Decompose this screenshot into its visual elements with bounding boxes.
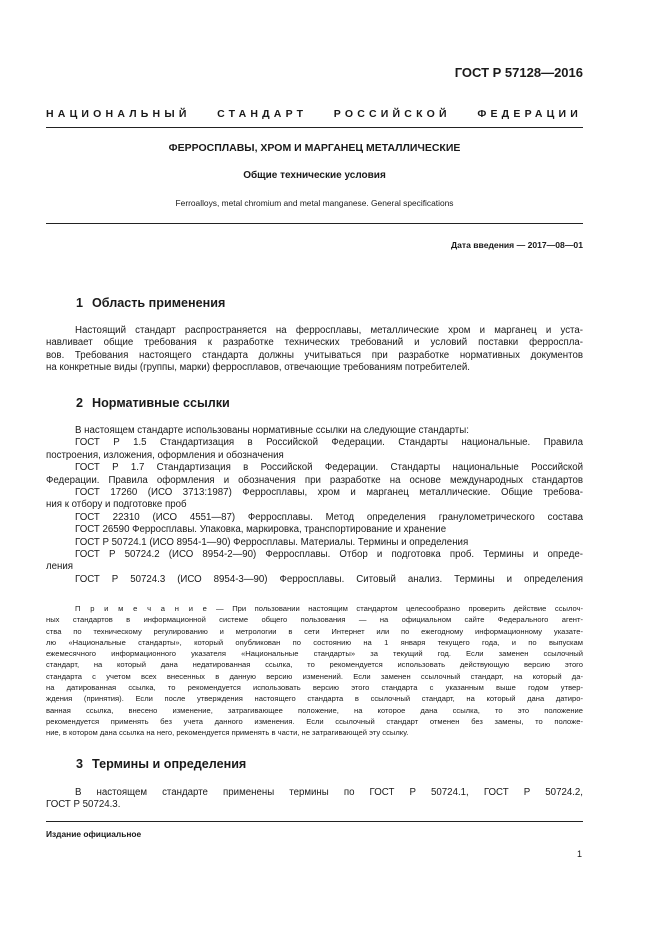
section-1-line: вов. Требования настоящего стандарта должны учитываться при разработке нормативных документов (46, 349, 583, 361)
note-line: ние, в котором дана ссылка на него, рекомендуется применять в части, не затрагивающей эту ссылку. (46, 728, 409, 738)
reference-line: ГОСТ Р 50724.3 (ИСО 8954-3—90) Ферросплавы. Ситовый анализ. Термины и определения (75, 573, 583, 585)
note-line: ежемесячного информационного указателя «Национальные стандарты» за текущий год. Если заменен ссылочный (46, 649, 583, 659)
section-2-number: 2 (76, 396, 84, 410)
reference-line: построения, изложения, оформления и обозначения (46, 449, 284, 461)
section-3-heading (76, 757, 246, 771)
note-line (46, 603, 583, 614)
section-2-heading (76, 396, 230, 410)
note-line: ства по техническому регулированию и метрологии в сети Интернет или по ежегодному информационному указате- (46, 626, 583, 636)
note-line: стандарт, на который дана недатированная ссылка, то рекомендуется использовать действующую версию этого (46, 660, 583, 670)
note-line: стандарта с учетом всех внесенных в данную версию изменений. Если заменен ссылочный стандарт, на который да- (46, 671, 583, 681)
section-2-note (46, 603, 583, 739)
section-1-line: на конкретные виды (группы, марки) ферросплавов, отвечающие требованиям потребителей. (46, 362, 470, 374)
section-1-heading (76, 296, 225, 310)
section-3-line: В настоящем стандарте применены термины по ГОСТ Р 50724.1, ГОСТ Р 50724.2, (75, 787, 583, 798)
reference-line: Федерации. Правила оформления и обозначения при разработке на основе международных стандартов (46, 474, 583, 486)
reference-line: ГОСТ 17260 (ИСО 3713:1987) Ферросплавы, хром и марганец металлические. Общие требова- (75, 487, 583, 499)
section-2-title: Нормативные ссылки (92, 396, 230, 410)
reference-line: ГОСТ Р 50724.1 (ИСО 8954-1—90) Ферросплавы. Материалы. Термины и определения (75, 536, 469, 548)
reference-line: ния к отбору и подготовке проб (46, 499, 187, 511)
national-standard-heading: НАЦИОНАЛЬНЫЙ СТАНДАРТ РОССИЙСКОЙ ФЕДЕРАЦИИ (46, 108, 582, 120)
note-line: ванная ссылка, внесено изменение, затрагивающее положение, на которое дана ссылка, то это положение (46, 705, 583, 715)
section-3-title: Термины и определения (92, 757, 247, 771)
reference-line: ГОСТ Р 50724.2 (ИСО 8954-2—90) Ферросплавы. Отбор и подготовка проб. Термины и опреде- (75, 549, 583, 561)
section-1-body (46, 325, 583, 375)
reference-line: ГОСТ Р 1.7 Стандартизация в Российской Федерации. Стандарты национальные Российской (75, 462, 583, 474)
section-1-line: навливает общие требования к разработке технических требований и условий поставки ферроспла- (46, 337, 583, 349)
note-line: рекомендуется применять без учета данного изменения. Если ссылочный стандарт отменен без замены, то положе- (46, 716, 583, 726)
section-1-title: Область применения (92, 296, 226, 310)
reference-line: ления (46, 561, 74, 573)
note-line: ждения (принятия). Если после утверждения настоящего стандарта в ссылочный стандарт, на который дана датиро- (46, 694, 583, 704)
document-subtitle: Общие технические условия (243, 170, 386, 181)
effective-date: Дата введения — 2017—08—01 (450, 240, 583, 250)
reference-line: ГОСТ 26590 Ферросплавы. Упаковка, маркировка, транспортирование и хранение (75, 524, 447, 536)
footer-rule (46, 821, 583, 822)
document-title: ФЕРРОСПЛАВЫ, ХРОМ И МАРГАНЕЦ МЕТАЛЛИЧЕСКИЕ (168, 142, 461, 154)
note-line: лю «Национальные стандарты», который опубликован по состоянию на 1 января текущего года, и по выпускам (46, 637, 583, 647)
references-intro: В настоящем стандарте использованы нормативные ссылки на следующие стандарты: (75, 425, 469, 436)
note-line: ных стандартов в информационной системе общего пользования — на официальном сайте Федерального агент- (46, 615, 583, 625)
section-3-line: ГОСТ Р 50724.3. (46, 799, 121, 811)
section-1-line: Настоящий стандарт распространяется на ферросплавы, металлические хром и марганец и уста- (75, 325, 583, 336)
document-number: ГОСТ Р 57128—2016 (454, 65, 583, 80)
section-3-body (46, 787, 583, 812)
note-label: П р и м е ч а н и е (75, 604, 208, 613)
title-rule (46, 223, 583, 224)
english-title: Ferroalloys, metal chromium and metal manganese. General specifications (175, 198, 454, 208)
section-1-number: 1 (76, 296, 84, 310)
page-number: 1 (576, 849, 582, 859)
note-line-text: — При пользовании настоящим стандартом целесообразно проверить действие ссылоч- (207, 604, 584, 613)
note-line: на датированная ссылка, то рекомендуется использовать версию этого стандарта с указанным выше годом утвер- (46, 683, 583, 693)
section-3-number: 3 (76, 757, 84, 771)
reference-line: ГОСТ 22310 (ИСО 4551—87) Ферросплавы. Метод определения гранулометрического состава (75, 511, 583, 523)
section-2-body (46, 425, 583, 586)
edition-label: Издание официальное (46, 829, 142, 839)
header-rule (46, 127, 583, 128)
reference-line: ГОСТ Р 1.5 Стандартизация в Российской Федерации. Стандарты национальные. Правила (75, 437, 583, 449)
